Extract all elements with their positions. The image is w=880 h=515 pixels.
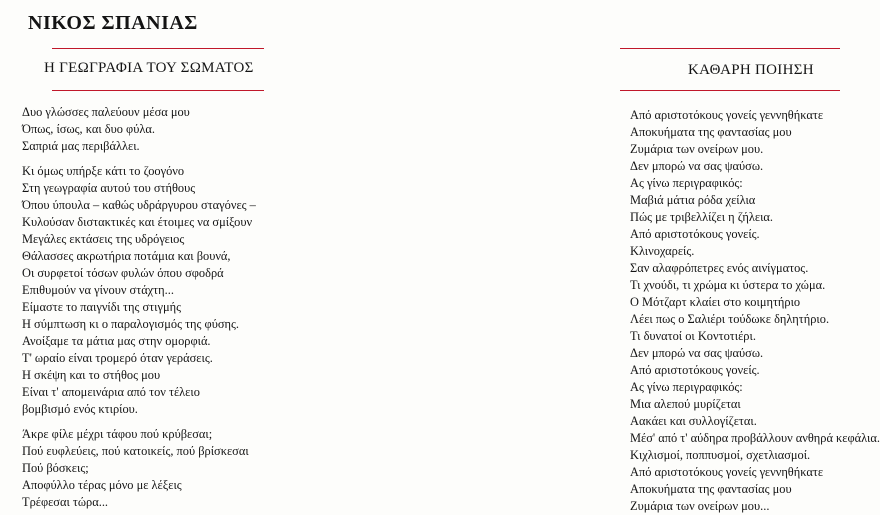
poem-line: Σαπριά μας περιβάλλει. bbox=[22, 139, 140, 153]
poem-line: Κυλούσαν διστακτικές και έτοιμες να σμίξουν bbox=[22, 215, 253, 229]
poem-line: Από αριστοτόκους γονείς. bbox=[630, 363, 760, 377]
poem-line: Αποκυήματα της φαντασίας μου bbox=[630, 482, 792, 496]
poem-line: Πού ευφλεύεις, πού κατοικείς, πού βρίσκεσαι bbox=[22, 444, 249, 458]
poem-line: Στη γεωγραφία αυτού του στήθους bbox=[22, 181, 196, 195]
poem-line: Ζυμάρια των ονείρων μου... bbox=[630, 499, 770, 513]
title-rule-top-left bbox=[52, 48, 264, 49]
poem-title-left: Η ΓΕΩΓΡΑΦΙΑ ΤΟΥ ΣΩΜΑΤΟΣ bbox=[44, 60, 254, 76]
title-rule-bottom-left bbox=[52, 90, 264, 91]
poem-line: Είμαστε το παιγνίδι της στιγμής bbox=[22, 300, 181, 314]
poem-line: Ας γίνω περιγραφικός: bbox=[630, 176, 743, 190]
poem-line: Ζυμάρια των ονείρων μου. bbox=[630, 142, 764, 156]
poem-line: Δυο γλώσσες παλεύουν μέσα μου bbox=[22, 105, 190, 119]
poem-line: Όπου ύπουλα – καθώς υδράργυρου σταγόνες – bbox=[22, 198, 256, 212]
poem-line: Λέει πως ο Σαλιέρι τούδωκε δηλητήριο. bbox=[630, 312, 830, 326]
poem-line: Αποκυήματα της φαντασίας μου bbox=[630, 125, 792, 139]
poem-line: Κι όμως υπήρξε κάτι το ζοογόνο bbox=[22, 164, 185, 178]
poem-line: Η σύμπτωση κι ο παραλογισμός της φύσης. bbox=[22, 317, 239, 331]
poem-line: Πού βόσκεις; bbox=[22, 461, 89, 475]
poem-line: Αποφύλλο τέρας μόνο με λέξεις bbox=[22, 478, 182, 492]
poem-line: Μαβιά μάτια ρόδα χείλια bbox=[630, 193, 756, 207]
poem-line: Τι χνούδι, τι χρώμα κι ύστερα το χώμα. bbox=[630, 278, 826, 292]
poem-title-right: ΚΑΘΑΡΗ ΠΟΙΗΣΗ bbox=[688, 62, 814, 78]
poem-line: Μέσ' από τ' αύδηρα προβάλλουν ανθηρά κεφάλια. bbox=[630, 431, 880, 445]
poem-line: Από αριστοτόκους γονείς γεννηθήκατε bbox=[630, 465, 824, 479]
poem-line: Από αριστοτόκους γονείς. bbox=[630, 227, 760, 241]
poem-line: Τι δυνατοί οι Κοντοτιέρι. bbox=[630, 329, 756, 343]
poem-line: Τρέφεσαι τώρα... bbox=[22, 495, 109, 509]
poem-line: Πώς με τριβελλίζει η ζήλεια. bbox=[630, 210, 774, 224]
poem-line: Ας γίνω περιγραφικός: bbox=[630, 380, 743, 394]
poem-body-right bbox=[630, 107, 880, 515]
poem-line: Η σκέψη και το στήθος μου bbox=[22, 368, 161, 382]
poem-line: Κλινοχαρείς. bbox=[630, 244, 695, 258]
poem-line: Σαν αλαφρόπετρες ενός αινίγματος. bbox=[630, 261, 809, 275]
title-rule-top-right bbox=[620, 48, 840, 49]
poem-line: Άκρε φίλε μέχρι τάφου πού κρύβεσαι; bbox=[22, 427, 213, 441]
poem-line: Οι συρφετοί τόσων φυλών όπου σφοδρά bbox=[22, 266, 224, 280]
poem-body-left bbox=[22, 104, 256, 511]
poem-line: Δεν μπορώ να σας ψαύσω. bbox=[630, 346, 764, 360]
poem-line: Επιθυμούν να γίνουν στάχτη... bbox=[22, 283, 174, 297]
poem-line: Από αριστοτόκους γονείς γεννηθήκατε bbox=[630, 108, 824, 122]
poem-line: Ο Μότζαρτ κλαίει στο κοιμητήριο bbox=[630, 295, 801, 309]
poem-line: βομβισμό ενός κτιρίου. bbox=[22, 402, 138, 416]
poem-line: Θάλασσες ακρωτήρια ποτάμια και βουνά, bbox=[22, 249, 231, 263]
poem-line: Ανοίξαμε τα μάτια μας στην ομορφιά. bbox=[22, 334, 211, 348]
stanza-gap bbox=[22, 418, 256, 426]
poem-line: Όπως, ίσως, και δυο φύλα. bbox=[22, 122, 155, 136]
title-rule-bottom-right bbox=[620, 90, 840, 91]
poem-line: Κιχλισμοί, ποππυσμοί, σχετλιασμοί. bbox=[630, 448, 811, 462]
poem-line: Είναι τ' απομεινάρια από τον τέλειο bbox=[22, 385, 200, 399]
poem-line: Αακάει και συλλογίζεται. bbox=[630, 414, 757, 428]
stanza-gap bbox=[22, 155, 256, 163]
poem-line: Τ' ωραίο είναι τρομερό όταν γεράσεις. bbox=[22, 351, 213, 365]
poem-line: Μεγάλες εκτάσεις της υδρόγειος bbox=[22, 232, 185, 246]
author-name: ΝΙΚΟΣ ΣΠΑΝΙΑΣ bbox=[28, 12, 198, 34]
poem-line: Δεν μπορώ να σας ψαύσω. bbox=[630, 159, 764, 173]
poem-line: Μια αλεπού μυρίζεται bbox=[630, 397, 741, 411]
